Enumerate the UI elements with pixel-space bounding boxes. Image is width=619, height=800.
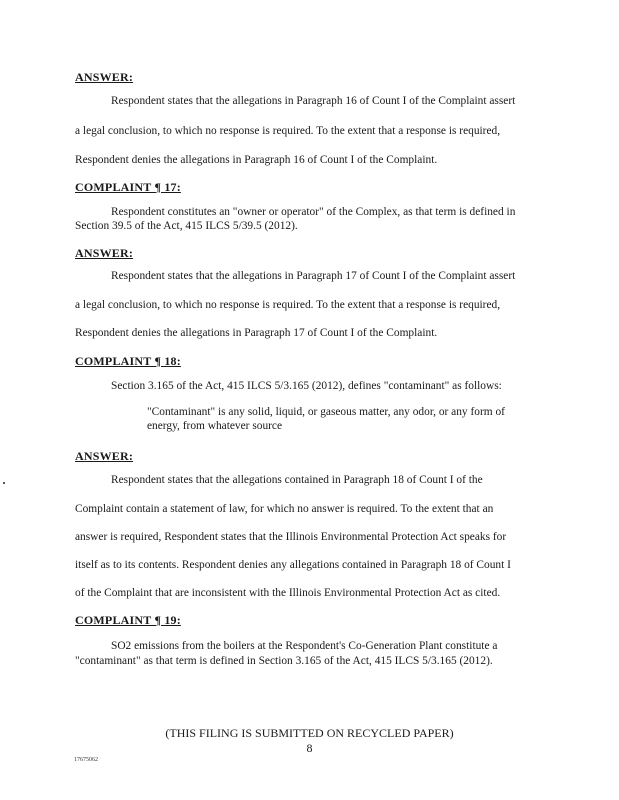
answer-18-line-3: answer is required, Respondent states that the Illinois Environmental Protection Act speaks for (75, 531, 507, 543)
recycled-paper-notice: (THIS FILING IS SUBMITTED ON RECYCLED PAPER) (165, 726, 454, 740)
complaint-19-line-1: SO2 emissions from the boilers at the Respondent's Co-Generation Plant constitute a (111, 640, 498, 652)
complaint-heading-17: COMPLAINT ¶ 17: (75, 180, 181, 194)
complaint-18-line-1: Section 3.165 of the Act, 415 ILCS 5/3.165 (2012), defines "contaminant" as follows: (111, 380, 502, 392)
complaint-heading-18: COMPLAINT ¶ 18: (75, 354, 181, 368)
answer-18-line-2: Complaint contain a statement of law, for which no answer is required. To the extent that an (75, 503, 494, 515)
answer-17-line-2: a legal conclusion, to which no response is required. To the extent that a response is required, (75, 299, 501, 311)
complaint-17-line-2: Section 39.5 of the Act, 415 ILCS 5/39.5 (2012). (75, 220, 298, 232)
answer-17-line-1: Respondent states that the allegations in Paragraph 17 of Count I of the Complaint assert (111, 270, 516, 282)
answer-17-line-3: Respondent denies the allegations in Paragraph 17 of Count I of the Complaint. (75, 327, 438, 339)
complaint-19-line-2: "contaminant" as that term is defined in Section 3.165 of the Act, 415 ILCS 5/3.165 (2012). (75, 655, 493, 667)
answer-heading-18: ANSWER: (75, 449, 134, 463)
answer-heading-17: ANSWER: (75, 246, 134, 260)
complaint-heading-19: COMPLAINT ¶ 19: (75, 613, 181, 627)
answer-18-line-4: itself as to its contents. Respondent denies any allegations contained in Paragraph 18 of Count I (75, 559, 511, 571)
document-id: 17675062 (74, 757, 98, 763)
complaint-17-line-1: Respondent constitutes an "owner or operator" of the Complex, as that term is defined in (111, 206, 516, 218)
answer-16-line-2: a legal conclusion, to which no response is required. To the extent that a response is required, (75, 125, 501, 137)
complaint-18-quote-line-1: "Contaminant" is any solid, liquid, or gaseous matter, any odor, or any form of (147, 406, 505, 418)
answer-heading-16: ANSWER: (75, 70, 134, 84)
page-number: 8 (306, 741, 313, 755)
answer-18-line-5: of the Complaint that are inconsistent with the Illinois Environmental Protection Act as cited. (75, 587, 501, 599)
answer-18-line-1: Respondent states that the allegations contained in Paragraph 18 of Count I of the (111, 474, 483, 486)
answer-16-line-3: Respondent denies the allegations in Paragraph 16 of Count I of the Complaint. (75, 154, 438, 166)
answer-16-line-1: Respondent states that the allegations in Paragraph 16 of Count I of the Complaint assert (111, 95, 516, 107)
scan-artifact (3, 482, 5, 484)
complaint-18-quote-line-2: energy, from whatever source (147, 420, 283, 432)
